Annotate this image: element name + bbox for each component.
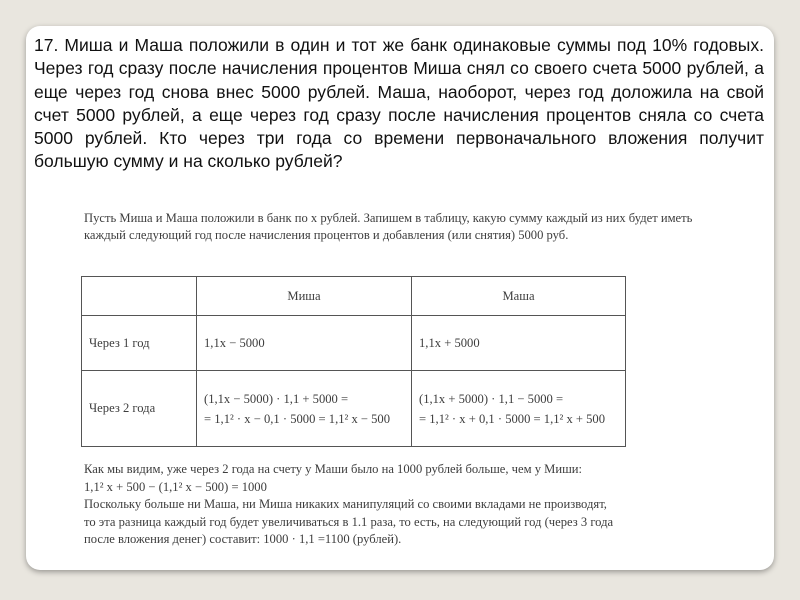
formula-line: = 1,1² · x + 0,1 · 5000 = 1,1² x + 500	[419, 411, 606, 426]
solution-intro: Пусть Миша и Маша положили в банк по x рублей. Запишем в таблицу, какую сумму каждый из них будет иметь каждый следующий год после начисления процентов и добавления (или снятия) 5000 руб.	[84, 211, 693, 242]
masha-year-1	[412, 316, 626, 371]
formula-line: 1,1x − 5000	[204, 336, 265, 350]
masha-year-2	[412, 371, 626, 447]
conclusion-line: после вложения денег) составит: 1000 · 1,1 =1100 (рублей).	[84, 532, 402, 546]
table-header-row	[82, 277, 626, 316]
table-header-misha: Миша	[197, 277, 412, 316]
problem-statement: 17. Миша и Маша положили в один и тот же банк одинаковые суммы под 10% годовых. Через год сразу после начисления процентов Миша снял со своего счета 5000 рублей, а еще через год снова внес 5000 рублей. Маша, наоборот, через год доложила на свой счет 5000 рублей, а еще через год сразу после начисления процентов сняла со счета 5000 рублей. Кто через три года со времени первоначального вложения получит большую сумму и на сколько рублей?	[34, 35, 764, 172]
conclusion-formula: 1,1² x + 500 − (1,1² x − 500) = 1000	[84, 479, 267, 494]
conclusion-line: Поскольку больше ни Маша, ни Миша никаких манипуляций со своими вкладами не производят,	[84, 497, 607, 511]
table-header-masha: Маша	[412, 277, 626, 316]
misha-year-1	[197, 316, 412, 371]
conclusion-line: то эта разница каждый год будет увеличиваться в 1.1 раза, то есть, на следующий год (через 3 года	[84, 514, 614, 529]
row-label-year-2: Через 2 года	[82, 371, 197, 447]
solution-block	[84, 210, 724, 244]
formula-line: 1,1x + 5000	[419, 336, 480, 350]
formula-line: (1,1x − 5000) · 1,1 + 5000 =	[204, 391, 349, 406]
formula-line: = 1,1² · x − 0,1 · 5000 = 1,1² x − 500	[204, 411, 391, 426]
formula-line: (1,1x + 5000) · 1,1 − 5000 =	[419, 391, 564, 406]
misha-year-2	[197, 371, 412, 447]
solution-conclusion	[84, 461, 704, 549]
table-row	[82, 371, 626, 447]
row-label-year-1: Через 1 год	[82, 316, 197, 371]
accounts-table	[81, 276, 626, 447]
conclusion-line: Как мы видим, уже через 2 года на счету у Маши было на 1000 рублей больше, чем у Миши:	[84, 462, 583, 476]
table-row	[82, 316, 626, 371]
table-header-corner	[82, 277, 197, 316]
